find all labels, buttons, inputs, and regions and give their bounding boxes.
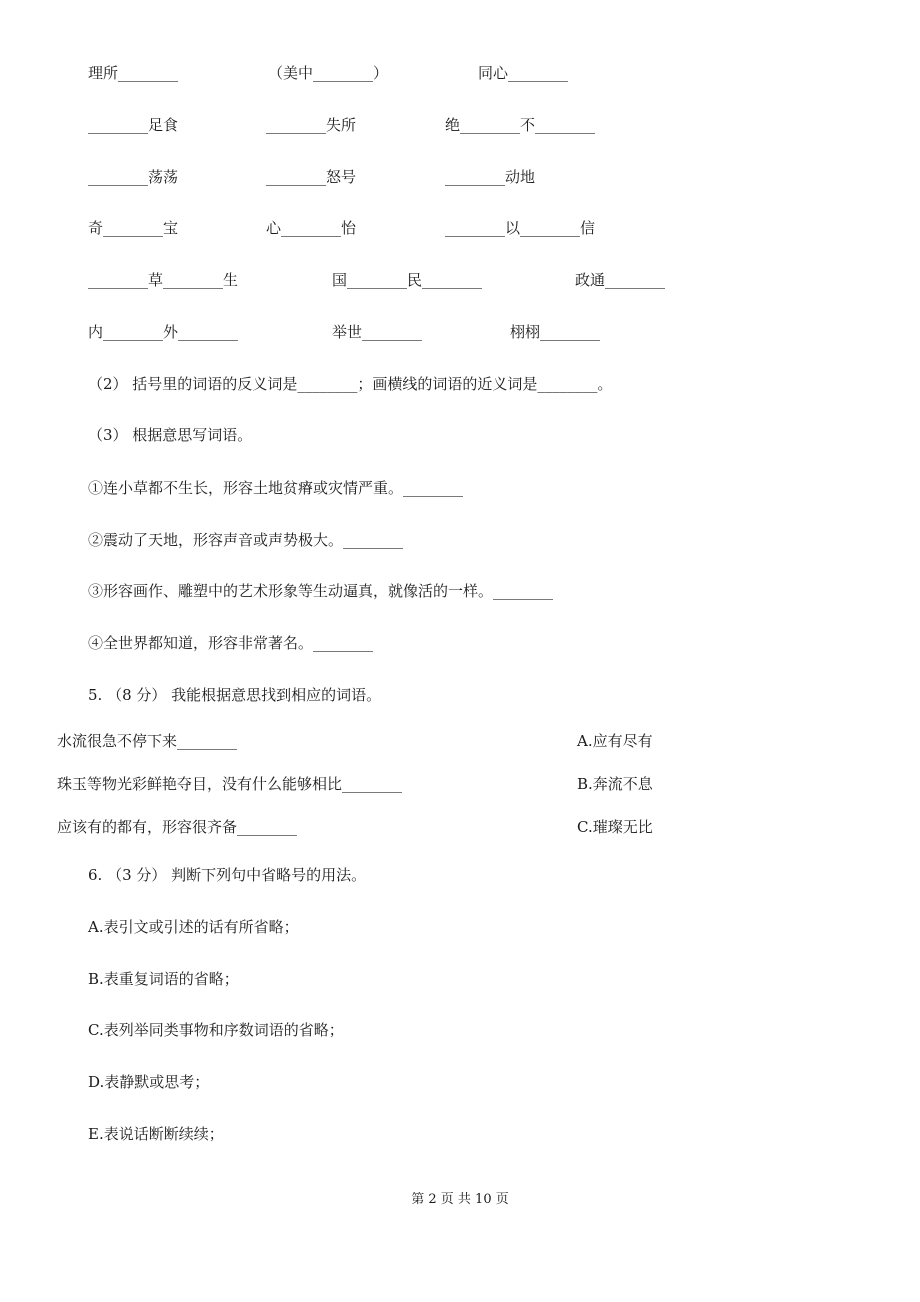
q5-word-option: B.奔流不息 [577,775,653,793]
grid-cell: 绝________不________ [445,116,596,134]
grid-cell: 政通________ [575,271,666,289]
grid-cell: ________失所 [266,116,357,134]
grid-cell: 内________外________ [88,323,239,341]
grid-cell: 国________民________ [332,271,483,289]
question-2: （2） 括号里的词语的反义词是________；画横线的词语的近义词是________。 [88,375,613,393]
q6-option: B.表重复词语的省略； [88,970,239,988]
grid-cell: ________草________生 [88,271,239,289]
q3-item: ③形容画作、雕塑中的艺术形象等生动逼真，就像活的一样。________ [88,582,554,600]
question-3-title: （3） 根据意思写词语。 [88,426,253,444]
question-6-title: 6. （3 分） 判断下列句中省略号的用法。 [88,866,367,884]
grid-cell: 同心________ [478,64,569,82]
grid-cell: 栩栩________ [510,323,601,341]
q3-item: ②震动了天地，形容声音或声势极大。________ [88,531,404,549]
question-5-title: 5. （8 分） 我能根据意思找到相应的词语。 [88,686,382,704]
grid-cell: 理所________ [88,64,179,82]
grid-cell: ________足食 [88,116,179,134]
page-footer: 第 2 页 共 10 页 [411,1192,509,1207]
grid-cell: 奇________宝 [88,219,179,237]
grid-cell: 举世________ [332,323,423,341]
q3-item: ①连小草都不生长，形容土地贫瘠或灾情严重。________ [88,479,464,497]
grid-cell: ________动地 [445,168,536,186]
q5-word-option: C.璀璨无比 [577,818,653,836]
grid-cell: ________以________信 [445,219,596,237]
q6-option: A.表引文或引述的话有所省略； [88,918,299,936]
grid-cell: （美中________） [268,64,389,82]
q3-item: ④全世界都知道，形容非常著名。________ [88,634,374,652]
grid-cell: ________怒号 [266,168,357,186]
q5-word-option: A.应有尽有 [577,732,653,750]
q6-option: C.表列举同类事物和序数词语的省略； [88,1021,344,1039]
q6-option: D.表静默或思考； [88,1073,210,1091]
grid-cell: ________荡荡 [88,168,179,186]
q5-meaning: 珠玉等物光彩鲜艳夺目，没有什么能够相比________ [57,775,403,793]
q5-meaning: 应该有的都有，形容很齐备________ [57,818,298,836]
q5-meaning: 水流很急不停下来________ [57,732,238,750]
q6-option: E.表说话断断续续； [88,1125,224,1143]
grid-cell: 心________怡 [266,219,357,237]
